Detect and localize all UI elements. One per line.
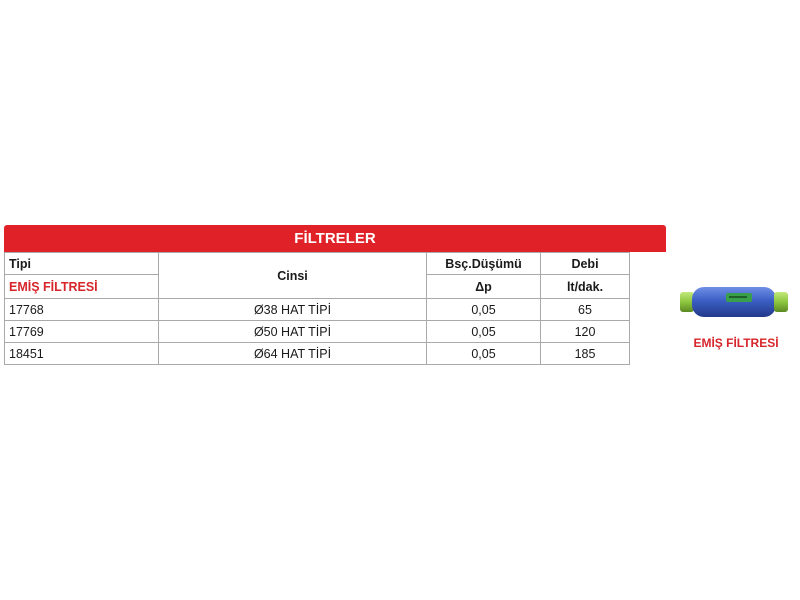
cell-dp: 0,05 [427,343,541,365]
cell-cinsi: Ø38 HAT TİPİ [159,299,427,321]
cell-tipi: 17769 [5,321,159,343]
filter-illustration [678,280,790,324]
header-row-1 [5,253,666,275]
header-pressure-drop: Bsç.Düşümü [427,253,541,275]
header-cinsi: Cinsi [159,253,427,299]
cell-dp: 0,05 [427,321,541,343]
table-row [5,321,666,343]
filters-table [4,252,666,365]
table-title: FİLTRELER [4,225,666,252]
product-caption: EMİŞ FİLTRESİ [693,336,779,350]
right-end-cap [774,292,788,312]
cell-debi: 185 [541,343,630,365]
cell-cinsi: Ø64 HAT TİPİ [159,343,427,365]
table-row [5,299,666,321]
header-flow: Debi [541,253,630,275]
filters-table-panel [4,225,666,365]
header-tipi: Tipi [5,253,159,275]
cell-debi: 120 [541,321,630,343]
header-flow-unit: lt/dak. [541,275,630,299]
cell-cinsi: Ø50 HAT TİPİ [159,321,427,343]
cell-debi: 65 [541,299,630,321]
filter-product-image [678,280,790,324]
cell-dp: 0,05 [427,299,541,321]
header-pressure-drop-unit: Δp [427,275,541,299]
cell-tipi: 18451 [5,343,159,365]
table-row [5,343,666,365]
left-end-cap [680,292,694,312]
group-label: EMİŞ FİLTRESİ [5,275,159,299]
cell-tipi: 17768 [5,299,159,321]
